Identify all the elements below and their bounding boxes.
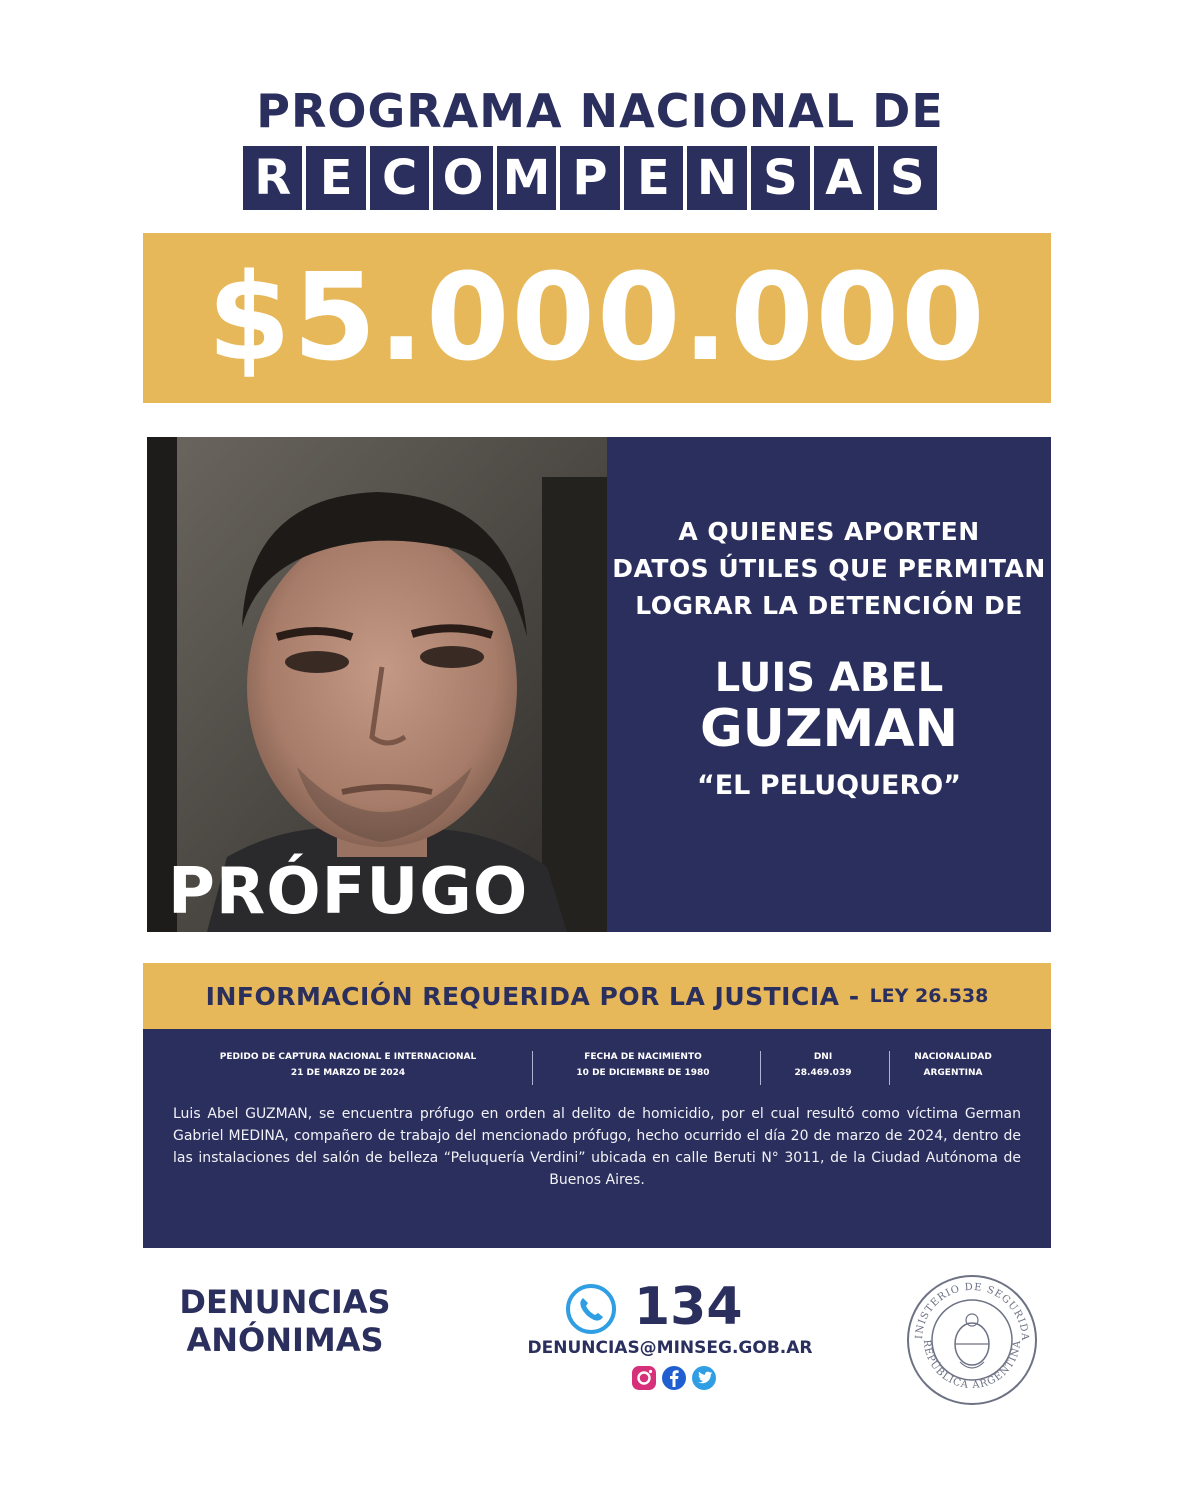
facebook-icon[interactable] [660, 1364, 688, 1396]
title-letter: E [624, 146, 683, 210]
title-letter: N [687, 146, 746, 210]
report-email[interactable]: DENUNCIAS@MINSEG.GOB.AR [527, 1338, 813, 1358]
recompensas-title [243, 146, 937, 210]
title-letter: O [433, 146, 492, 210]
title-letter: C [370, 146, 429, 210]
dni-value: 28.469.039 [794, 1068, 852, 1078]
nationality-label: NACIONALIDAD [914, 1052, 992, 1062]
meta-divider [760, 1051, 761, 1085]
ministry-seal-logo [902, 1270, 1042, 1414]
birth-date [543, 1049, 743, 1081]
info-line: DATOS ÚTILES QUE PERMITAN [612, 554, 1046, 583]
capture-value: 21 DE MARZO DE 2024 [290, 1068, 406, 1078]
phone-icon [565, 1283, 617, 1339]
title-letter: E [306, 146, 365, 210]
details-panel [143, 1029, 1051, 1248]
birth-value: 10 DE DICIEMBRE DE 1980 [576, 1068, 710, 1078]
title-letter: M [497, 146, 556, 210]
instagram-icon[interactable] [630, 1364, 658, 1396]
justice-title: INFORMACIÓN REQUERIDA POR LA JUSTICIA - [205, 981, 860, 1011]
svg-text:MINISTERIO DE SEGURIDAD: INISTERIO DE SEGURIDA [913, 1281, 1031, 1342]
denuncias-line: DENUNCIAS [179, 1283, 391, 1321]
nationality-value: ARGENTINA [923, 1068, 983, 1078]
nationality [898, 1049, 1008, 1081]
info-panel [607, 437, 1051, 932]
twitter-icon[interactable] [690, 1364, 718, 1396]
meta-divider [889, 1051, 890, 1085]
dni [773, 1049, 873, 1081]
title-letter: R [243, 146, 302, 210]
svg-text:REPÚBLICA ARGENTINA: REPÚBLICA ARGENTINA [920, 1339, 1024, 1392]
dni-label: DNI [813, 1052, 833, 1062]
title-letter: S [878, 146, 937, 210]
justice-banner [143, 963, 1051, 1029]
fugitive-name-last: GUZMAN [699, 699, 959, 759]
info-line: LOGRAR LA DETENCIÓN DE [635, 591, 1023, 620]
reward-amount: $5.000.000 [143, 233, 1051, 403]
title-letter: A [814, 146, 873, 210]
program-title: PROGRAMA NACIONAL DE [256, 84, 944, 138]
fugitive-alias: “EL PELUQUERO” [696, 770, 961, 801]
birth-label: FECHA DE NACIMIENTO [584, 1052, 702, 1062]
title-letter: S [751, 146, 810, 210]
capture-order [173, 1049, 523, 1081]
capture-label: PEDIDO DE CAPTURA NACIONAL E INTERNACIONAL [219, 1052, 477, 1062]
info-line: A QUIENES APORTEN [678, 517, 980, 546]
hotline-number[interactable]: 134 [634, 1277, 743, 1337]
anonymous-reports-label [150, 1283, 420, 1359]
denuncias-line: ANÓNIMAS [186, 1321, 384, 1359]
case-description: Luis Abel GUZMAN, se encuentra prófugo en orden al delito de homicidio, por el cual resultó como víctima German Gabriel MEDINA, compañero de trabajo del mencionado prófugo, hecho ocurrido el día 20 de marzo de 2024, dentro de las instalaciones del salón de belleza “Peluquería Verdini” ubicada en calle Beruti N° 3011, de la Ciudad Autónoma de Buenos Aires. [173, 1106, 1021, 1188]
title-letter: P [560, 146, 619, 210]
fugitive-status-label: PRÓFUGO [168, 855, 529, 929]
social-links [630, 1364, 718, 1396]
fugitive-name-first: LUIS ABEL [714, 655, 944, 701]
meta-divider [532, 1051, 533, 1085]
law-reference: LEY 26.538 [869, 985, 989, 1007]
